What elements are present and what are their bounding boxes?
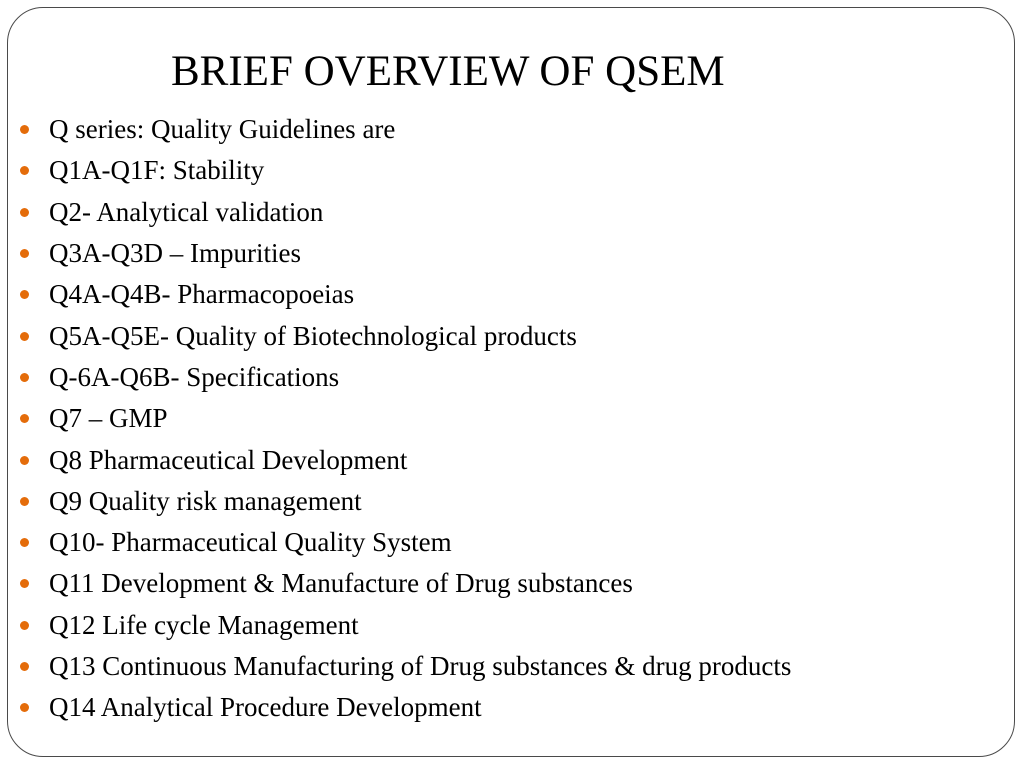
bullet-icon	[20, 538, 29, 547]
list-item-text: Q3A-Q3D – Impurities	[49, 238, 301, 269]
list-item-text: Q4A-Q4B- Pharmacopoeias	[49, 279, 355, 310]
bullet-icon	[20, 249, 29, 258]
list-item	[20, 315, 791, 356]
list-item-text: Q8 Pharmaceutical Development	[49, 444, 408, 475]
bullet-icon	[20, 290, 29, 299]
list-item	[20, 481, 791, 522]
list-item	[20, 274, 791, 315]
list-item	[20, 563, 791, 604]
list-item	[20, 605, 791, 646]
bullet-icon	[20, 621, 29, 630]
bullet-icon	[20, 373, 29, 382]
bullet-icon	[20, 497, 29, 506]
list-item-text: Q11 Development & Manufacture of Drug substances	[49, 568, 633, 599]
bullet-icon	[20, 414, 29, 423]
bullet-icon	[20, 456, 29, 465]
bullet-icon	[20, 703, 29, 712]
bullet-icon	[20, 208, 29, 217]
list-item-text: Q12 Life cycle Management	[49, 609, 359, 640]
bullet-icon	[20, 166, 29, 175]
bullet-icon	[20, 125, 29, 134]
slide-frame	[7, 7, 1015, 757]
list-item-text: Q10- Pharmaceutical Quality System	[49, 527, 452, 558]
list-item	[20, 398, 791, 439]
list-item-text: Q9 Quality risk management	[49, 485, 362, 516]
list-item	[20, 522, 791, 563]
list-item	[20, 150, 791, 191]
list-item-text: Q5A-Q5E- Quality of Biotechnological products	[49, 320, 577, 351]
list-item-text: Q series: Quality Guidelines are	[49, 114, 396, 145]
list-item-text: Q2- Analytical validation	[49, 196, 324, 227]
list-item	[20, 109, 791, 150]
list-item-text: Q13 Continuous Manufacturing of Drug substances & drug products	[49, 651, 792, 681]
bullet-list	[20, 109, 791, 728]
bullet-icon	[20, 579, 29, 588]
list-item	[20, 233, 791, 274]
list-item-text: Q7 – GMP	[49, 403, 168, 434]
list-item-text: Q-6A-Q6B- Specifications	[49, 361, 340, 392]
list-item	[20, 687, 791, 728]
list-item	[20, 646, 791, 687]
bullet-icon	[20, 662, 29, 671]
list-item-text: Q1A-Q1F: Stability	[49, 155, 265, 186]
list-item	[20, 439, 791, 480]
bullet-icon	[20, 332, 29, 341]
list-item	[20, 357, 791, 398]
list-item-text: Q14 Analytical Procedure Development	[49, 692, 482, 723]
slide-title: BRIEF OVERVIEW OF QSEM	[171, 48, 725, 95]
list-item	[20, 192, 791, 233]
